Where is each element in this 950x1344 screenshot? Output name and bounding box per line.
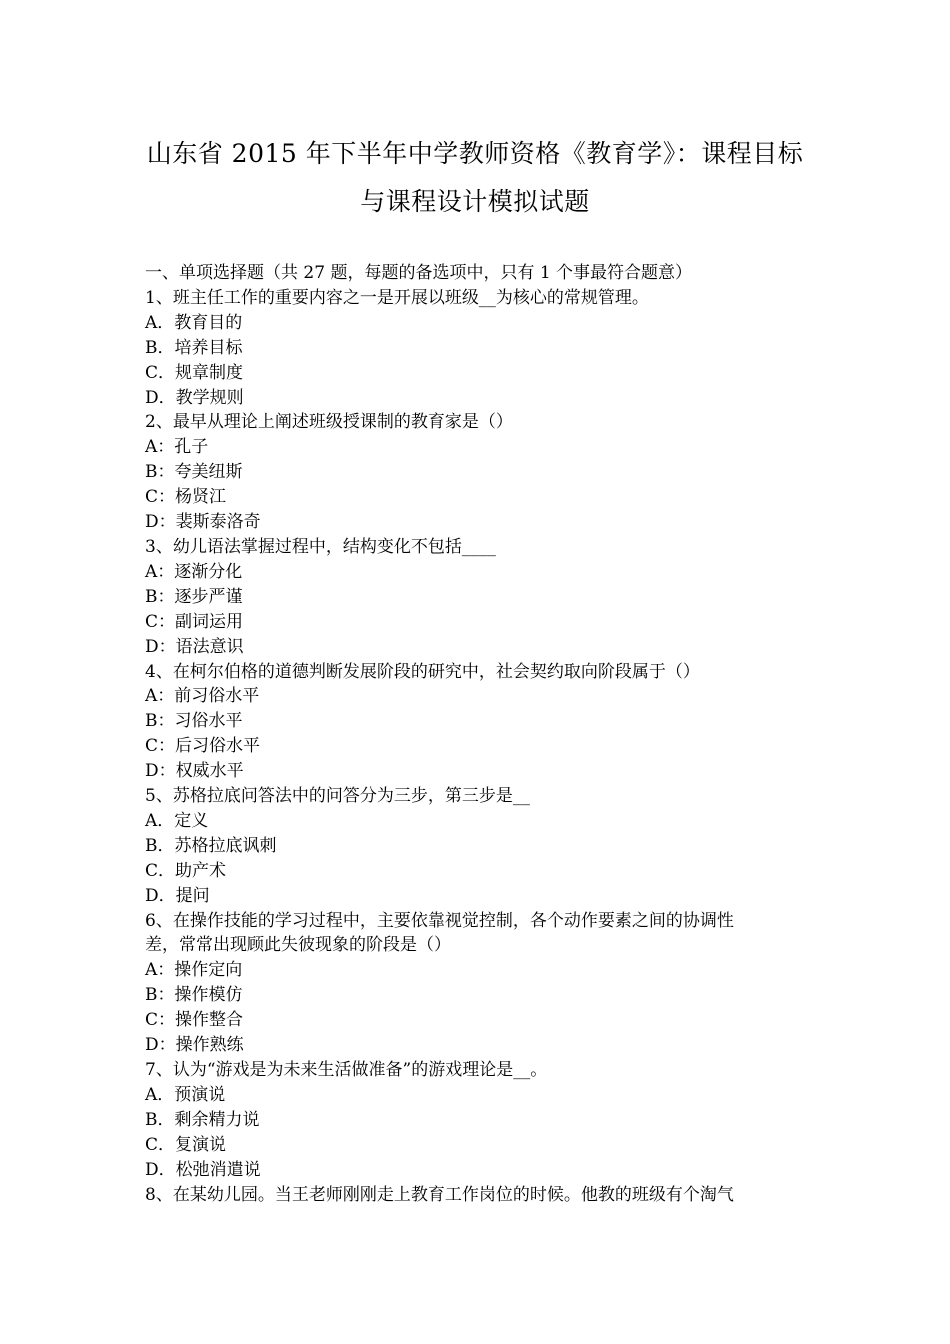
answer-option: C：杨贤江 — [145, 487, 227, 508]
section-heading: 一、单项选择题（共 27 题，每题的备选项中，只有 1 个事最符合题意） — [145, 263, 693, 283]
answer-option: A：逐渐分化 — [145, 561, 243, 582]
answer-option: A：孔子 — [145, 437, 209, 458]
answer-option: A：操作定向 — [145, 960, 243, 981]
answer-option: A．教育目的 — [145, 312, 243, 333]
answer-option: B．苏格拉底讽刺 — [145, 835, 277, 856]
answer-option: C．规章制度 — [145, 362, 244, 383]
answer-option: C．复演说 — [145, 1134, 227, 1155]
question-stem: 4、在柯尔伯格的道德判断发展阶段的研究中，社会契约取向阶段属于（） — [145, 661, 700, 682]
question-stem: 8、在某幼儿园。当王老师刚刚走上教育工作岗位的时候。他教的班级有个淘气 — [145, 1184, 734, 1205]
answer-option: B．培养目标 — [145, 337, 243, 358]
question-stem: 5、苏格拉底问答法中的问答分为三步，第三步是__ — [145, 786, 530, 807]
answer-option: C：后习俗水平 — [145, 736, 261, 757]
answer-option: C．助产术 — [145, 860, 227, 881]
question-stem: 1、班主任工作的重要内容之一是开展以班级__为核心的常规管理。 — [145, 287, 649, 308]
answer-option: A．预演说 — [145, 1084, 226, 1105]
question-stem: 差，常常出现顾此失彼现象的阶段是（） — [145, 935, 451, 956]
answer-option: D：权威水平 — [145, 761, 244, 782]
answer-option: C：副词运用 — [145, 611, 244, 632]
answer-option: D：裴斯泰洛奇 — [145, 512, 261, 533]
answer-option: B：习俗水平 — [145, 711, 243, 732]
question-stem: 7、认为“游戏是为未来生活做准备”的游戏理论是__。 — [145, 1060, 548, 1080]
question-stem: 6、在操作技能的学习过程中，主要依靠视觉控制，各个动作要素之间的协调性 — [145, 910, 734, 931]
document-title-line2: 与课程设计模拟试题 — [360, 187, 590, 216]
question-stem: 2、最早从理论上阐述班级授课制的教育家是（） — [145, 412, 513, 433]
answer-option: C：操作整合 — [145, 1010, 244, 1031]
answer-option: B：夸美纽斯 — [145, 462, 243, 483]
answer-option: D：操作熟练 — [145, 1035, 244, 1056]
document-title-line1: 山东省 2015 年下半年中学教师资格《教育学》：课程目标 — [146, 139, 804, 168]
question-list — [145, 261, 810, 1207]
question-stem: 3、幼儿语法掌握过程中，结构变化不包括____ — [145, 536, 496, 557]
answer-option: A：前习俗水平 — [145, 686, 260, 707]
answer-option: D．教学规则 — [145, 387, 244, 408]
answer-option: D．提问 — [145, 885, 210, 906]
answer-option: A．定义 — [145, 810, 209, 831]
answer-option: D．松弛消遣说 — [145, 1159, 261, 1180]
answer-option: B．剩余精力说 — [145, 1109, 260, 1130]
answer-option: B：逐步严谨 — [145, 586, 243, 607]
answer-option: D：语法意识 — [145, 636, 244, 657]
answer-option: B：操作模仿 — [145, 985, 243, 1006]
